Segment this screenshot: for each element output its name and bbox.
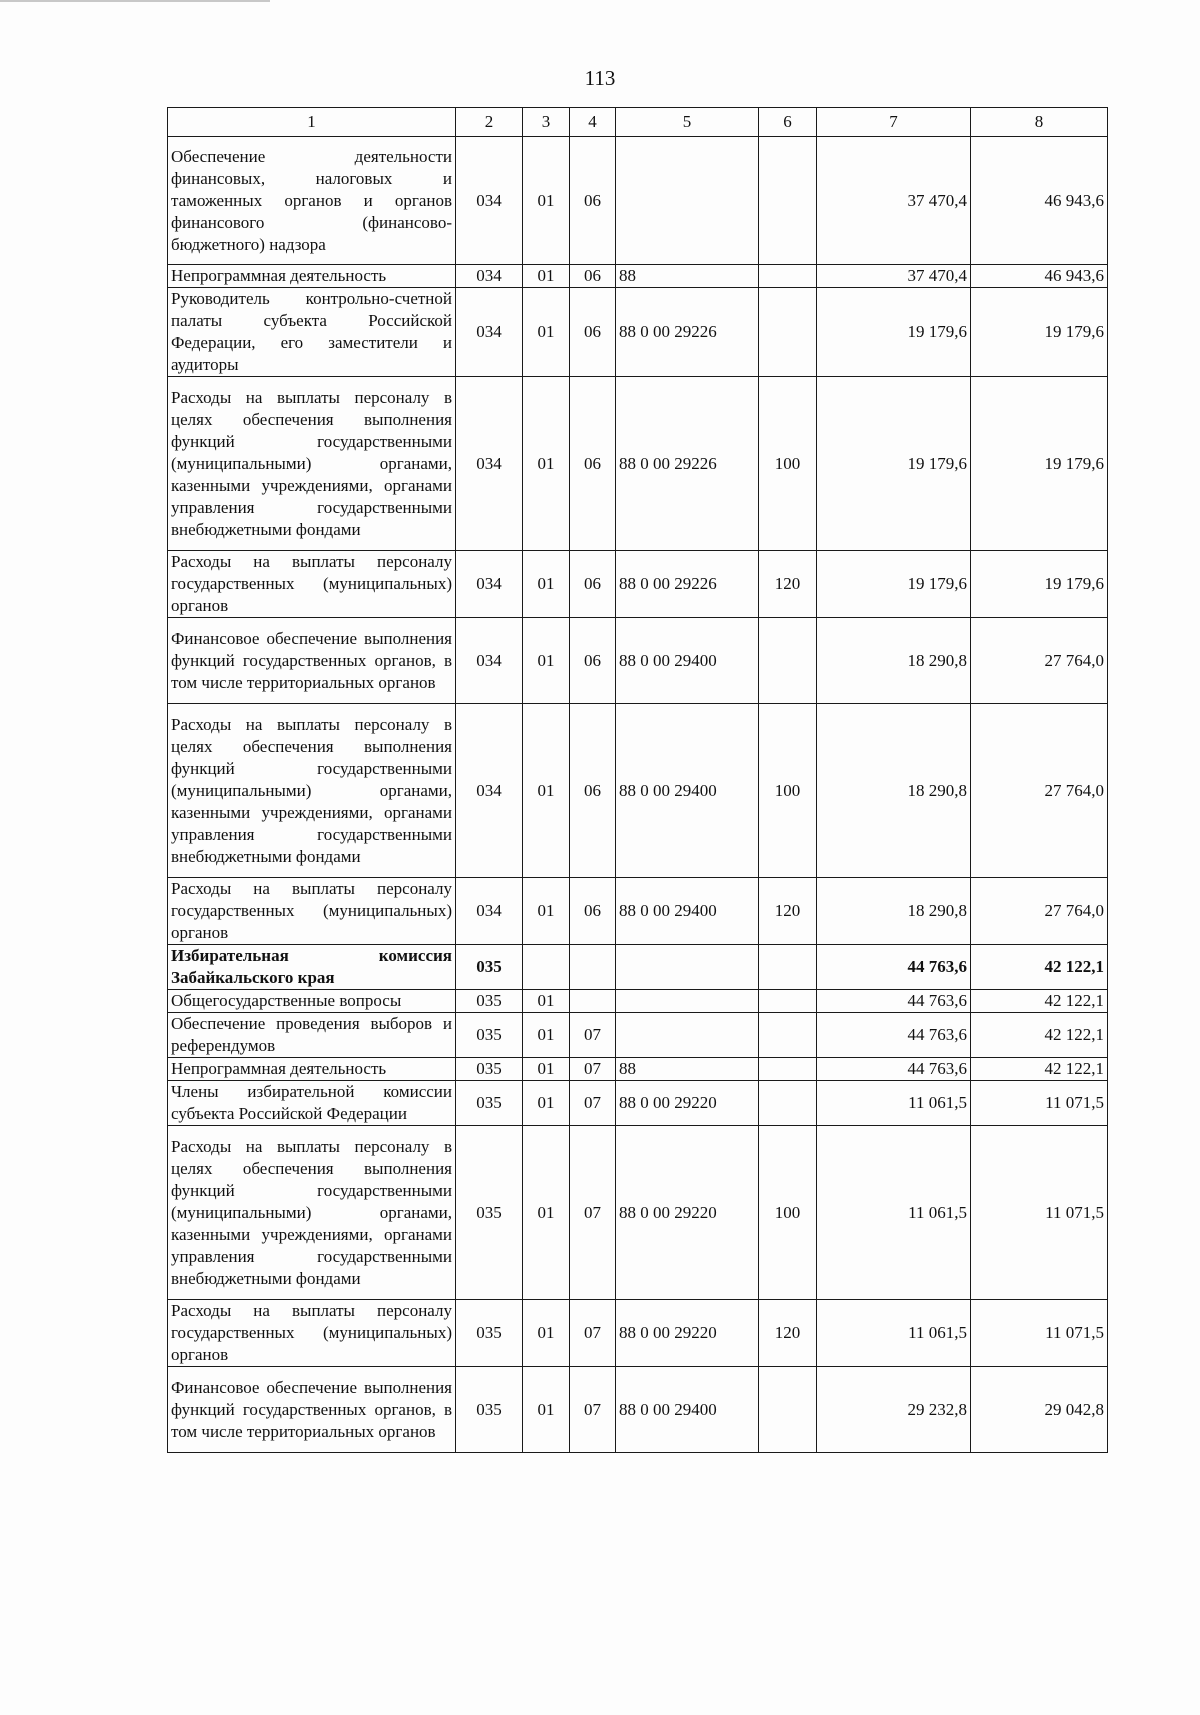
subsection-code-cell: 07 (570, 1300, 616, 1367)
amount-col8-cell: 29 042,8 (971, 1367, 1108, 1453)
amount-col7-cell: 11 061,5 (817, 1126, 971, 1300)
amount-col8-cell: 46 943,6 (971, 265, 1108, 288)
row-name-cell: Расходы на выплаты персоналу государственных (муниципальных) органов (168, 1300, 456, 1367)
amount-col7-cell: 44 763,6 (817, 990, 971, 1013)
admin-code-cell: 034 (456, 377, 523, 551)
expense-type-cell (759, 1081, 817, 1126)
row-name-cell: Руководитель контрольно-счетной палаты субъекта Российской Федерации, его заместители и аудиторы (168, 288, 456, 377)
amount-col8-cell: 46 943,6 (971, 137, 1108, 265)
expense-type-cell (759, 990, 817, 1013)
table-row (168, 878, 1108, 945)
row-name-cell: Непрограммная деятельность (168, 1058, 456, 1081)
expense-type-cell: 100 (759, 377, 817, 551)
target-article-cell: 88 (616, 1058, 759, 1081)
table-row (168, 1126, 1108, 1300)
expense-type-cell (759, 1058, 817, 1081)
admin-code-cell: 035 (456, 1081, 523, 1126)
row-name-cell: Непрограммная деятельность (168, 265, 456, 288)
table-row (168, 265, 1108, 288)
subsection-code-cell: 06 (570, 618, 616, 704)
expense-type-cell: 100 (759, 1126, 817, 1300)
amount-col7-cell: 18 290,8 (817, 878, 971, 945)
amount-col7-cell: 19 179,6 (817, 551, 971, 618)
expense-type-cell: 120 (759, 1300, 817, 1367)
subsection-code-cell: 06 (570, 265, 616, 288)
row-name-cell: Расходы на выплаты персоналу государственных (муниципальных) органов (168, 878, 456, 945)
target-article-cell (616, 945, 759, 990)
row-name-cell: Расходы на выплаты персоналу в целях обеспечения выполнения функций государственными (муниципальными) органами, казенными учреждениями, органами управления государственными внебюджетными фондами (168, 377, 456, 551)
table-header-row (168, 108, 1108, 137)
table-row (168, 551, 1108, 618)
amount-col7-cell: 29 232,8 (817, 1367, 971, 1453)
expense-type-cell: 120 (759, 878, 817, 945)
section-code-cell: 01 (523, 1300, 570, 1367)
table-row (168, 137, 1108, 265)
subsection-code-cell: 06 (570, 377, 616, 551)
row-name-cell: Общегосударственные вопросы (168, 990, 456, 1013)
subsection-code-cell: 07 (570, 1367, 616, 1453)
amount-col8-cell: 42 122,1 (971, 945, 1108, 990)
admin-code-cell: 034 (456, 137, 523, 265)
amount-col8-cell: 27 764,0 (971, 618, 1108, 704)
column-header: 6 (759, 108, 817, 137)
budget-table (167, 107, 1108, 1453)
table-row (168, 1013, 1108, 1058)
table-row (168, 377, 1108, 551)
target-article-cell: 88 0 00 29400 (616, 618, 759, 704)
table-row (168, 1058, 1108, 1081)
subsection-code-cell (570, 945, 616, 990)
amount-col8-cell: 42 122,1 (971, 1058, 1108, 1081)
section-code-cell: 01 (523, 288, 570, 377)
target-article-cell: 88 0 00 29220 (616, 1126, 759, 1300)
target-article-cell: 88 0 00 29400 (616, 878, 759, 945)
expense-type-cell (759, 945, 817, 990)
admin-code-cell: 034 (456, 704, 523, 878)
amount-col7-cell: 19 179,6 (817, 288, 971, 377)
row-name-cell: Финансовое обеспечение выполнения функций государственных органов, в том числе территориальных органов (168, 618, 456, 704)
section-code-cell: 01 (523, 1126, 570, 1300)
scan-edge-line (0, 0, 270, 2)
subsection-code-cell: 06 (570, 288, 616, 377)
column-header: 4 (570, 108, 616, 137)
column-header: 5 (616, 108, 759, 137)
subsection-code-cell: 06 (570, 878, 616, 945)
amount-col7-cell: 44 763,6 (817, 945, 971, 990)
amount-col7-cell: 11 061,5 (817, 1081, 971, 1126)
target-article-cell: 88 0 00 29226 (616, 551, 759, 618)
amount-col8-cell: 42 122,1 (971, 1013, 1108, 1058)
admin-code-cell: 034 (456, 265, 523, 288)
admin-code-cell: 035 (456, 1126, 523, 1300)
target-article-cell (616, 990, 759, 1013)
admin-code-cell: 035 (456, 1013, 523, 1058)
column-header: 1 (168, 108, 456, 137)
section-code-cell: 01 (523, 990, 570, 1013)
table-row (168, 1300, 1108, 1367)
column-header: 8 (971, 108, 1108, 137)
amount-col8-cell: 27 764,0 (971, 704, 1108, 878)
row-name-cell: Обеспечение деятельности финансовых, налоговых и таможенных органов и органов финансового (финансово-бюджетного) надзора (168, 137, 456, 265)
expense-type-cell: 100 (759, 704, 817, 878)
section-code-cell: 01 (523, 377, 570, 551)
row-name-cell: Обеспечение проведения выборов и референдумов (168, 1013, 456, 1058)
admin-code-cell: 035 (456, 1058, 523, 1081)
admin-code-cell: 035 (456, 1367, 523, 1453)
section-code-cell: 01 (523, 704, 570, 878)
row-name-cell: Расходы на выплаты персоналу государственных (муниципальных) органов (168, 551, 456, 618)
amount-col7-cell: 37 470,4 (817, 265, 971, 288)
target-article-cell: 88 0 00 29400 (616, 1367, 759, 1453)
table-row (168, 618, 1108, 704)
amount-col7-cell: 18 290,8 (817, 704, 971, 878)
page-number: 113 (584, 66, 616, 90)
target-article-cell: 88 0 00 29220 (616, 1081, 759, 1126)
target-article-cell: 88 0 00 29226 (616, 377, 759, 551)
section-code-cell (523, 945, 570, 990)
expense-type-cell: 120 (759, 551, 817, 618)
expense-type-cell (759, 288, 817, 377)
admin-code-cell: 034 (456, 288, 523, 377)
table-row (168, 704, 1108, 878)
section-code-cell: 01 (523, 618, 570, 704)
amount-col7-cell: 37 470,4 (817, 137, 971, 265)
table-row (168, 1081, 1108, 1126)
admin-code-cell: 034 (456, 551, 523, 618)
amount-col8-cell: 19 179,6 (971, 288, 1108, 377)
subsection-code-cell: 06 (570, 551, 616, 618)
row-name-cell: Расходы на выплаты персоналу в целях обеспечения выполнения функций государственными (муниципальными) органами, казенными учреждениями, органами управления государственными внебюджетными фондами (168, 1126, 456, 1300)
expense-type-cell (759, 265, 817, 288)
column-header: 2 (456, 108, 523, 137)
column-header: 3 (523, 108, 570, 137)
target-article-cell (616, 137, 759, 265)
amount-col8-cell: 19 179,6 (971, 551, 1108, 618)
expense-type-cell (759, 137, 817, 265)
subsection-code-cell: 07 (570, 1013, 616, 1058)
table-row (168, 990, 1108, 1013)
row-name-cell: Расходы на выплаты персоналу в целях обеспечения выполнения функций государственными (муниципальными) органами, казенными учреждениями, органами управления государственными внебюджетными фондами (168, 704, 456, 878)
target-article-cell: 88 0 00 29220 (616, 1300, 759, 1367)
subsection-code-cell: 06 (570, 137, 616, 265)
section-code-cell: 01 (523, 1367, 570, 1453)
admin-code-cell: 034 (456, 618, 523, 704)
subsection-code-cell (570, 990, 616, 1013)
table-row (168, 288, 1108, 377)
admin-code-cell: 035 (456, 1300, 523, 1367)
amount-col8-cell: 19 179,6 (971, 377, 1108, 551)
section-code-cell: 01 (523, 551, 570, 618)
amount-col8-cell: 27 764,0 (971, 878, 1108, 945)
amount-col7-cell: 44 763,6 (817, 1058, 971, 1081)
table-body (168, 137, 1108, 1453)
expense-type-cell (759, 1013, 817, 1058)
admin-code-cell: 035 (456, 945, 523, 990)
target-article-cell: 88 (616, 265, 759, 288)
amount-col8-cell: 11 071,5 (971, 1081, 1108, 1126)
table-row (168, 945, 1108, 990)
subsection-code-cell: 06 (570, 704, 616, 878)
row-name-cell: Избирательная комиссия Забайкальского края (168, 945, 456, 990)
section-code-cell: 01 (523, 1013, 570, 1058)
target-article-cell: 88 0 00 29400 (616, 704, 759, 878)
amount-col8-cell: 11 071,5 (971, 1126, 1108, 1300)
subsection-code-cell: 07 (570, 1058, 616, 1081)
section-code-cell: 01 (523, 137, 570, 265)
amount-col7-cell: 19 179,6 (817, 377, 971, 551)
target-article-cell: 88 0 00 29226 (616, 288, 759, 377)
amount-col7-cell: 18 290,8 (817, 618, 971, 704)
row-name-cell: Члены избирательной комиссии субъекта Российской Федерации (168, 1081, 456, 1126)
expense-type-cell (759, 1367, 817, 1453)
amount-col7-cell: 44 763,6 (817, 1013, 971, 1058)
expense-type-cell (759, 618, 817, 704)
section-code-cell: 01 (523, 1081, 570, 1126)
admin-code-cell: 035 (456, 990, 523, 1013)
row-name-cell: Финансовое обеспечение выполнения функций государственных органов, в том числе территориальных органов (168, 1367, 456, 1453)
amount-col8-cell: 42 122,1 (971, 990, 1108, 1013)
section-code-cell: 01 (523, 1058, 570, 1081)
table-row (168, 1367, 1108, 1453)
subsection-code-cell: 07 (570, 1081, 616, 1126)
amount-col7-cell: 11 061,5 (817, 1300, 971, 1367)
subsection-code-cell: 07 (570, 1126, 616, 1300)
column-header: 7 (817, 108, 971, 137)
section-code-cell: 01 (523, 265, 570, 288)
amount-col8-cell: 11 071,5 (971, 1300, 1108, 1367)
target-article-cell (616, 1013, 759, 1058)
section-code-cell: 01 (523, 878, 570, 945)
admin-code-cell: 034 (456, 878, 523, 945)
